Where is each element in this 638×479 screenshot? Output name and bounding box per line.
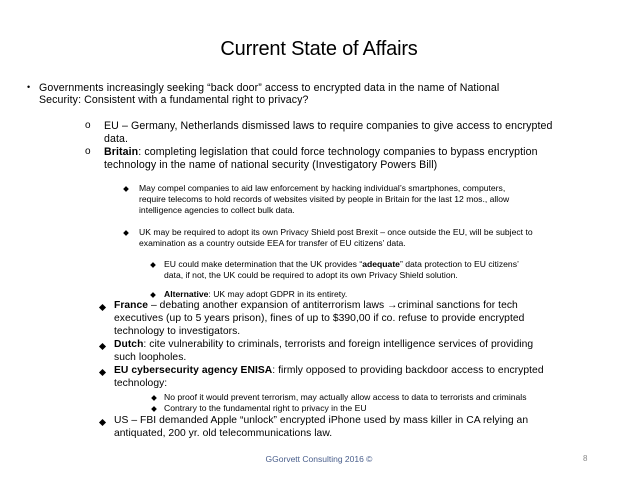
bullet-governments-line1: Governments increasingly seeking “back door” access to encrypted data in the name of National	[39, 82, 500, 94]
bullet-diamond	[123, 230, 129, 236]
bullet-dot: •	[27, 82, 31, 92]
bullet-diamond	[99, 304, 106, 311]
alternative-label: Alternative	[164, 289, 209, 299]
footer-copyright: GGorvett Consulting 2016 ©	[265, 454, 373, 464]
bullet-britain-line2: technology in the name of national security (Investigatory Powers Bill)	[104, 159, 438, 171]
britain-text: : completing legislation that could force technology companies to bypass encryption	[138, 146, 538, 158]
sub-alternative	[164, 289, 347, 300]
sub-uk-line2: examination as a country outside EEA for transfer of EU citizens’ data.	[139, 238, 406, 248]
sub-compel-line2: require telecoms to hold records of websites visited by people in Britain for the last 12 mos., allow	[139, 194, 510, 204]
bullet-diamond	[99, 419, 106, 426]
enisa-text: : firmly opposed to providing backdoor access to encrypted	[272, 365, 544, 376]
france-text: – debating another expansion of antiterrorism laws	[148, 300, 388, 311]
sub-enisa-no-proof: No proof it would prevent terrorism, may actually allow access to data to terrorists and criminals	[164, 392, 527, 402]
dutch-label: Dutch	[114, 339, 144, 350]
adequate-post: ” data protection to EU citizens’	[399, 259, 519, 269]
sub-enisa-contrary: Contrary to the fundamental right to privacy in the EU	[164, 403, 367, 413]
bullet-o: o	[85, 120, 91, 131]
france-label: France	[114, 300, 149, 311]
bullet-enisa-line2: technology:	[114, 378, 168, 389]
dutch-text: : cite vulnerability to criminals, terrorists and foreign intelligence services of providing	[143, 339, 534, 350]
bullet-britain-line1	[104, 146, 538, 158]
france-text-b: criminal sanctions for tech	[397, 300, 518, 311]
bullet-enisa-line1	[114, 365, 544, 378]
bullet-france-line3: technology to investigators.	[114, 326, 241, 337]
bullet-dutch-line1	[114, 339, 533, 352]
bullet-diamond	[99, 369, 106, 376]
bullet-us-line1: US – FBI demanded Apple “unlock” encrypted iPhone used by mass killer in CA relying an	[114, 415, 529, 426]
adequate-label: adequate	[362, 259, 400, 269]
sub-eu-determination-line2: data, if not, the UK could be required to adopt its own Privacy Shield solution.	[164, 270, 458, 280]
bullet-eu-line2: data.	[104, 133, 129, 145]
bullet-france-line1	[114, 300, 518, 313]
bullet-france-line2: executives (up to 5 years prison), fines of up to $390,00 if co. refuse to provide encrypted	[114, 313, 525, 324]
alternative-text: : UK may adopt GDPR in its entirety.	[208, 289, 348, 299]
bullet-governments-line2: Security: Consistent with a fundamental right to privacy?	[39, 94, 309, 106]
bullet-o: o	[85, 146, 91, 157]
arrow-icon: →	[387, 300, 398, 311]
bullet-diamond	[151, 395, 157, 401]
sub-uk-line1: UK may be required to adopt its own Privacy Shield post Brexit – once outside the EU, will be subject to	[139, 227, 533, 237]
bullet-diamond	[123, 186, 129, 192]
bullet-diamond	[151, 406, 157, 412]
enisa-label: EU cybersecurity agency ENISA	[114, 365, 273, 376]
bullet-eu-line1: EU – Germany, Netherlands dismissed laws to require companies to give access to encrypted	[104, 120, 553, 132]
slide-title: Current State of Affairs	[220, 38, 418, 60]
sub-eu-determination-line1	[164, 259, 519, 270]
sub-compel-line1: May compel companies to aid law enforcement by hacking individual’s smartphones, computers,	[139, 183, 506, 193]
bullet-us-line2: antiquated, 200 yr. old telecommunications law.	[114, 428, 333, 439]
sub-compel-line3: intelligence agencies to collect bulk data.	[139, 205, 295, 215]
bullet-diamond	[150, 262, 156, 268]
page-number: 8	[583, 454, 588, 463]
bullet-diamond	[150, 292, 156, 298]
britain-label: Britain	[104, 146, 139, 158]
bullet-diamond	[99, 343, 106, 350]
bullet-dutch-line2: such loopholes.	[114, 352, 187, 363]
adequate-pre: EU could make determination that the UK provides “	[164, 259, 363, 269]
